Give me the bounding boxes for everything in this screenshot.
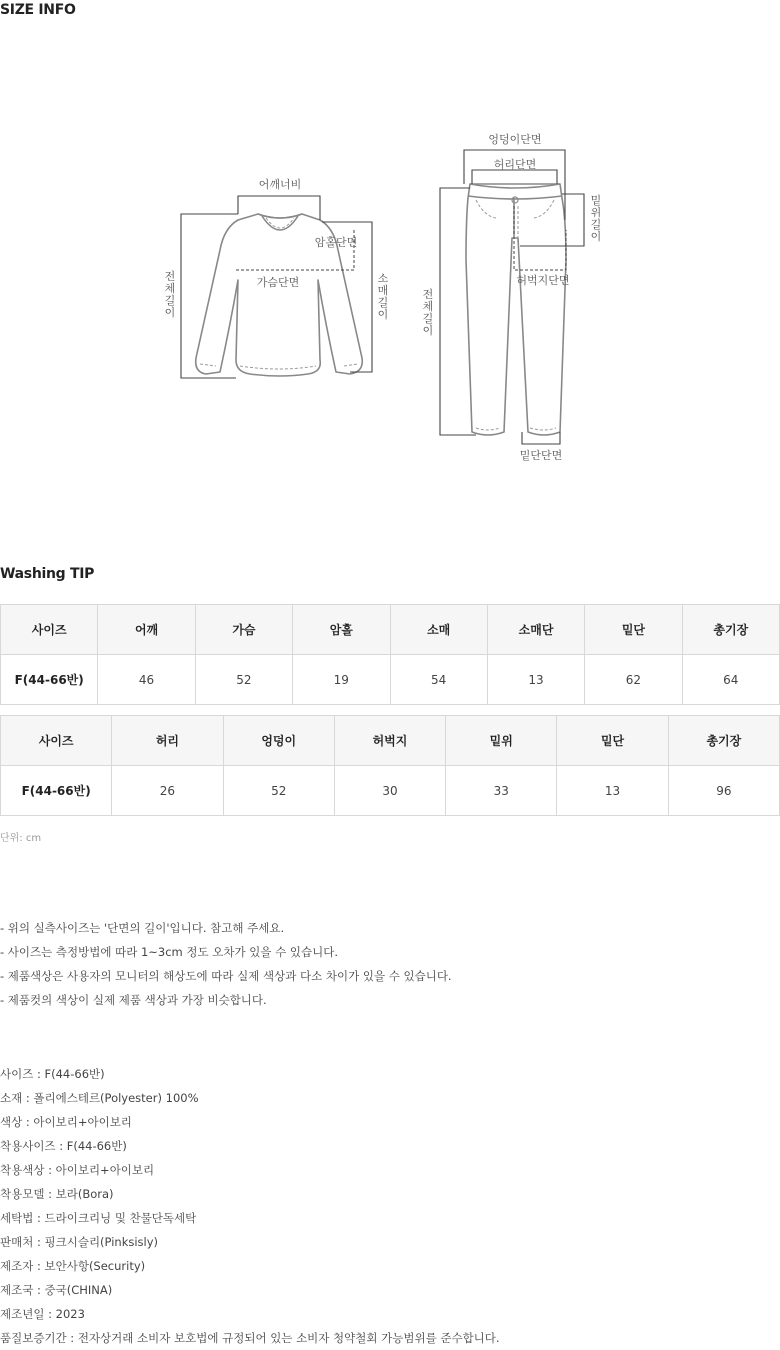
svg-text:밑: 밑 [590, 194, 602, 207]
table-row [1, 766, 780, 816]
table-cell: 13 [487, 655, 584, 705]
label-hem: 밑단단면 [519, 449, 563, 462]
info-item: 착용모델 : 보라(Bora) [0, 1187, 114, 1201]
svg-text:이: 이 [422, 324, 434, 337]
table-cell: 54 [390, 655, 487, 705]
label-waist: 허리단면 [493, 158, 537, 171]
table-header: 밑단 [585, 605, 682, 655]
button-icon [512, 197, 518, 203]
label-armhole: 암홀단면 [314, 236, 358, 249]
table-cell: 33 [446, 766, 557, 816]
product-info-list [0, 1062, 500, 1350]
svg-text:체: 체 [164, 282, 176, 295]
table-cell: F(44-66반) [1, 655, 98, 705]
table-header: 암홀 [293, 605, 390, 655]
label-rise [591, 193, 602, 243]
table-cell: 52 [195, 655, 292, 705]
svg-text:매: 매 [377, 284, 389, 297]
note-item: - 제품컷의 색상이 실제 제품 색상과 가장 비슷합니다. [0, 993, 267, 1007]
table-cell: 13 [557, 766, 668, 816]
table-header: 사이즈 [1, 605, 98, 655]
svg-text:이: 이 [377, 308, 389, 321]
table-header: 엉덩이 [223, 716, 334, 766]
table-header: 소매 [390, 605, 487, 655]
pants-dashed-measures [440, 188, 566, 435]
info-item: 소재 : 폴리에스테르(Polyester) 100% [0, 1091, 199, 1105]
svg-text:이: 이 [590, 230, 602, 243]
table-cell: 62 [585, 655, 682, 705]
info-item: 세탁법 : 드라이크리닝 및 찬물단독세탁 [0, 1211, 197, 1225]
table-cell: F(44-66반) [1, 766, 112, 816]
table-header: 밑단 [557, 716, 668, 766]
table-header: 가슴 [195, 605, 292, 655]
pants-illustration [466, 184, 566, 435]
label-top-total-length [165, 269, 176, 319]
table-header: 허벅지 [334, 716, 445, 766]
info-item: 색상 : 아이보리+아이보리 [0, 1115, 132, 1129]
table-cell: 64 [682, 655, 779, 705]
size-measurement-diagram [0, 120, 780, 480]
table-header: 총기장 [668, 716, 779, 766]
table-cell: 46 [98, 655, 195, 705]
info-item: 제조년일 : 2023 [0, 1307, 85, 1321]
pants-dashed-details [476, 200, 556, 430]
info-item: 제조자 : 보안사항(Security) [0, 1259, 146, 1273]
note-item: - 제품색상은 사용자의 모니터의 해상도에 따라 실제 색상과 다소 차이가 있을 수 있습니다. [0, 969, 452, 983]
info-item: 착용색상 : 아이보리+아이보리 [0, 1163, 155, 1177]
info-item: 판매처 : 핑크시슬리(Pinksisly) [0, 1235, 159, 1249]
table-header: 어깨 [98, 605, 195, 655]
table-header-row [1, 605, 780, 655]
svg-text:이: 이 [164, 306, 176, 319]
size-info-heading: SIZE INFO [0, 2, 76, 18]
unit-note: 단위: cm [0, 833, 42, 844]
note-item: - 사이즈는 측정방법에 따라 1~3cm 정도 오차가 있을 수 있습니다. [0, 945, 339, 959]
pants-size-table [0, 715, 780, 816]
svg-text:길: 길 [377, 296, 389, 309]
table-header: 소매단 [487, 605, 584, 655]
table-cell: 30 [334, 766, 445, 816]
table-header: 밑위 [446, 716, 557, 766]
table-header: 허리 [112, 716, 223, 766]
top-size-table [0, 604, 780, 705]
washing-tip-heading: Washing TIP [0, 566, 95, 582]
table-header-row [1, 716, 780, 766]
label-shoulder-width: 어깨너비 [258, 178, 302, 191]
table-cell: 96 [668, 766, 779, 816]
table-cell: 52 [223, 766, 334, 816]
table-row [1, 655, 780, 705]
label-thigh: 허벅지단면 [516, 274, 570, 287]
svg-text:위: 위 [590, 206, 602, 219]
info-item: 사이즈 : F(44-66반) [0, 1067, 105, 1081]
info-item: 품질보증기간 : 전자상거래 소비자 보호법에 규정되어 있는 소비자 청약철회 가능범위를 준수합니다. [0, 1331, 500, 1345]
info-item: 착용사이즈 : F(44-66반) [0, 1139, 127, 1153]
table-cell: 19 [293, 655, 390, 705]
pants-measure-lines [440, 150, 584, 444]
svg-text:전: 전 [422, 288, 434, 301]
label-hip: 엉덩이단면 [488, 133, 542, 146]
svg-text:전: 전 [164, 270, 176, 283]
note-item: - 위의 실측사이즈는 '단면의 길이'입니다. 참고해 주세요. [0, 921, 285, 935]
svg-text:체: 체 [422, 300, 434, 313]
table-cell: 26 [112, 766, 223, 816]
label-pants-total-length [423, 287, 434, 337]
table-header: 총기장 [682, 605, 779, 655]
svg-text:소: 소 [377, 272, 389, 285]
info-item: 제조국 : 중국(CHINA) [0, 1283, 113, 1297]
svg-text:길: 길 [590, 218, 602, 231]
label-sleeve-length [378, 272, 389, 321]
table-header: 사이즈 [1, 716, 112, 766]
label-chest: 가슴단면 [256, 276, 300, 289]
svg-text:길: 길 [164, 294, 176, 307]
notes-list [0, 916, 452, 1012]
svg-text:길: 길 [422, 312, 434, 325]
